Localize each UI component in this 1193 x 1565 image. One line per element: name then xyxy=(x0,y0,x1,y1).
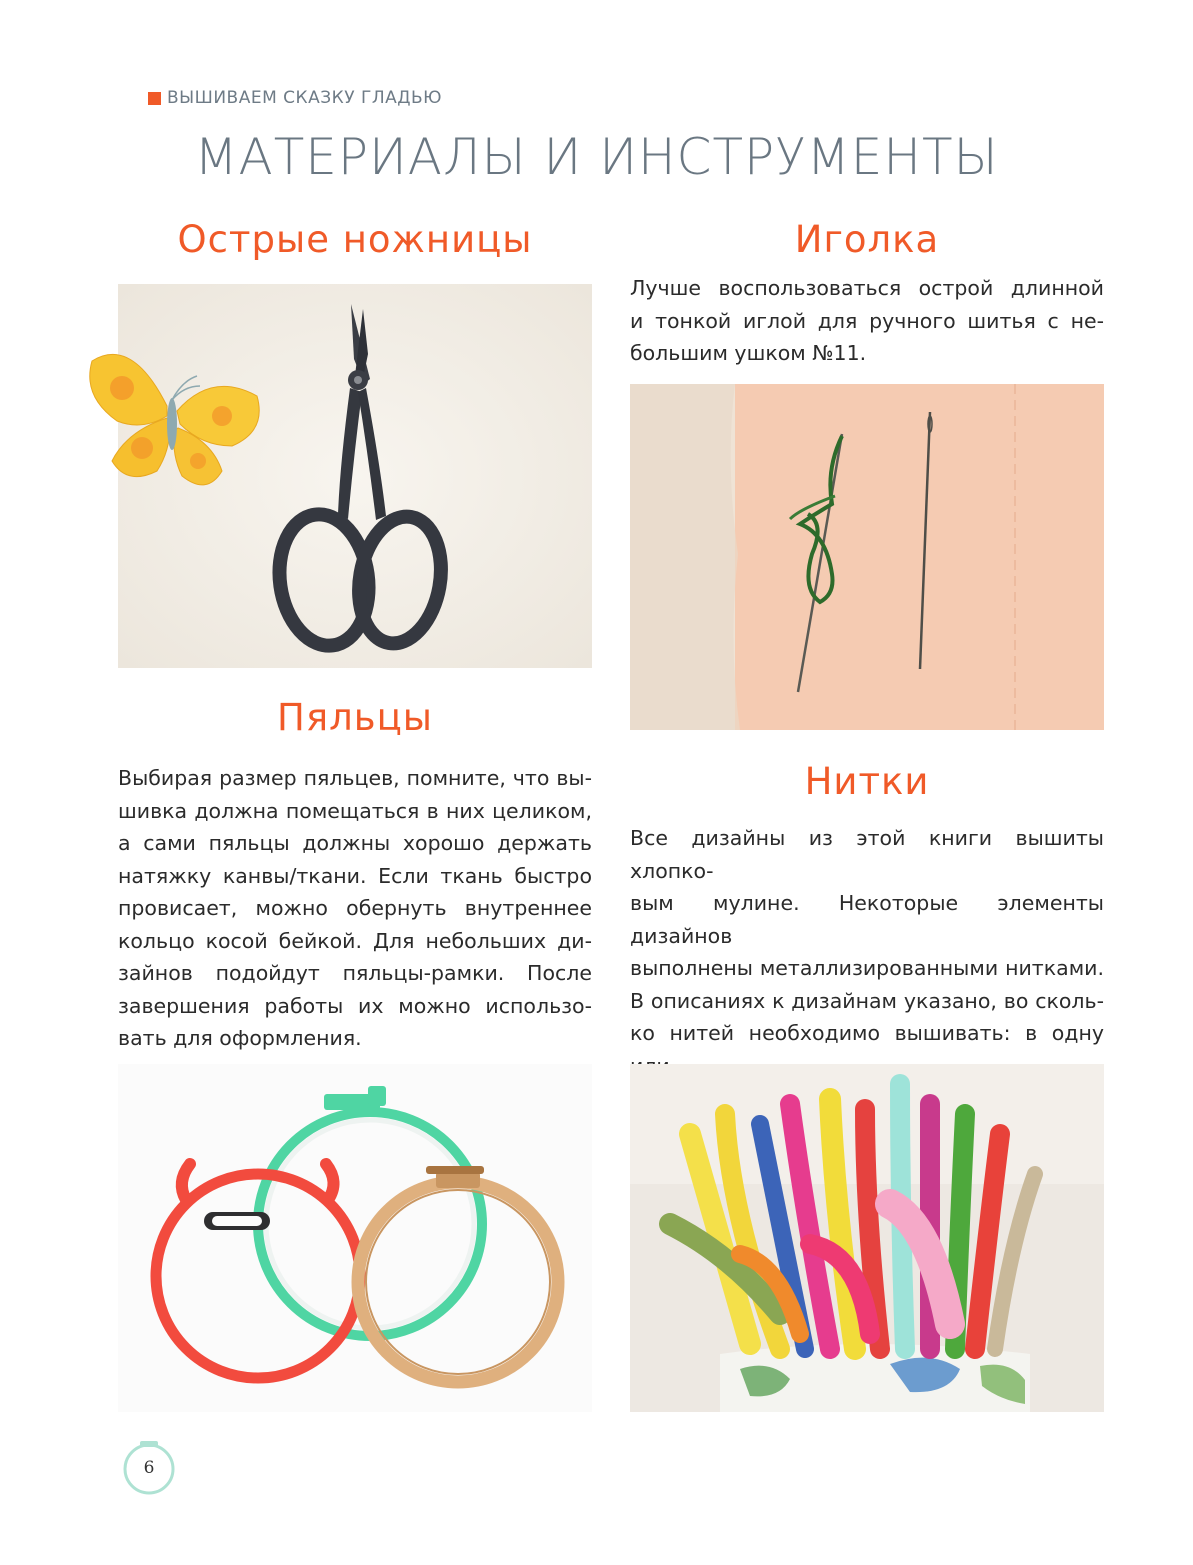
page-title: МАТЕРИАЛЫ И ИНСТРУМЕНТЫ xyxy=(194,128,999,186)
threads-text-line: выполнены металлизированными нитками. xyxy=(630,956,1104,980)
page-number-badge xyxy=(120,1438,178,1496)
needle-text-line: большим ушком №11. xyxy=(630,341,867,365)
hoops-text-line: завершения работы их можно использо- xyxy=(118,993,592,1018)
hoops-text-line: провисает, можно обернуть внутреннее xyxy=(118,896,592,920)
threads-photo xyxy=(630,1064,1104,1412)
running-header xyxy=(148,86,442,110)
hoops-photo xyxy=(118,1064,592,1412)
hoops-text-line: зайнов подойдут пяльцы-рамки. После xyxy=(118,961,592,985)
threads-text-line: вым мулине. Некоторые элементы дизайнов xyxy=(630,891,1104,948)
threads-text-line: В описаниях к дизайнам указано, во сколь- xyxy=(630,988,1104,1013)
hoops-text-line: а сами пяльцы должны хорошо держать xyxy=(118,831,592,855)
needle-text-line: Лучше воспользоваться острой длинной xyxy=(630,276,1104,300)
needle-photo xyxy=(630,384,1104,730)
butterfly-illustration xyxy=(72,336,282,506)
threads-text-line: Все дизайны из этой книги вышиты хлопко- xyxy=(630,826,1104,883)
running-title: ВЫШИВАЕМ СКАЗКУ ГЛАДЬЮ xyxy=(167,88,443,108)
hoops-text xyxy=(118,762,592,1055)
hoops-title: Пяльцы xyxy=(277,696,433,739)
threads-text-line: ко нитей необходимо вышивать: в одну xyxy=(630,1021,1104,1045)
needle-title: Иголка xyxy=(794,218,940,261)
threads-title: Нитки xyxy=(804,760,930,803)
needle-text xyxy=(630,272,1104,370)
scissors-title: Острые ножницы xyxy=(177,218,533,261)
header-marker xyxy=(148,92,161,105)
needle-text-line: и тонкой иглой для ручного шитья с не- xyxy=(630,308,1104,333)
hoops-text-line: Выбирая размер пяльцев, помните, что вы- xyxy=(118,766,592,790)
hoops-text-line: шивка должна помещаться в них целиком, xyxy=(118,798,592,823)
page-number: 6 xyxy=(143,1458,155,1478)
hoops-text-line: кольцо косой бейкой. Для небольших ди- xyxy=(118,928,592,953)
hoops-text-line: вать для оформления. xyxy=(118,1026,362,1050)
hoops-text-line: натяжку канвы/ткани. Если ткань быстро xyxy=(118,863,592,888)
